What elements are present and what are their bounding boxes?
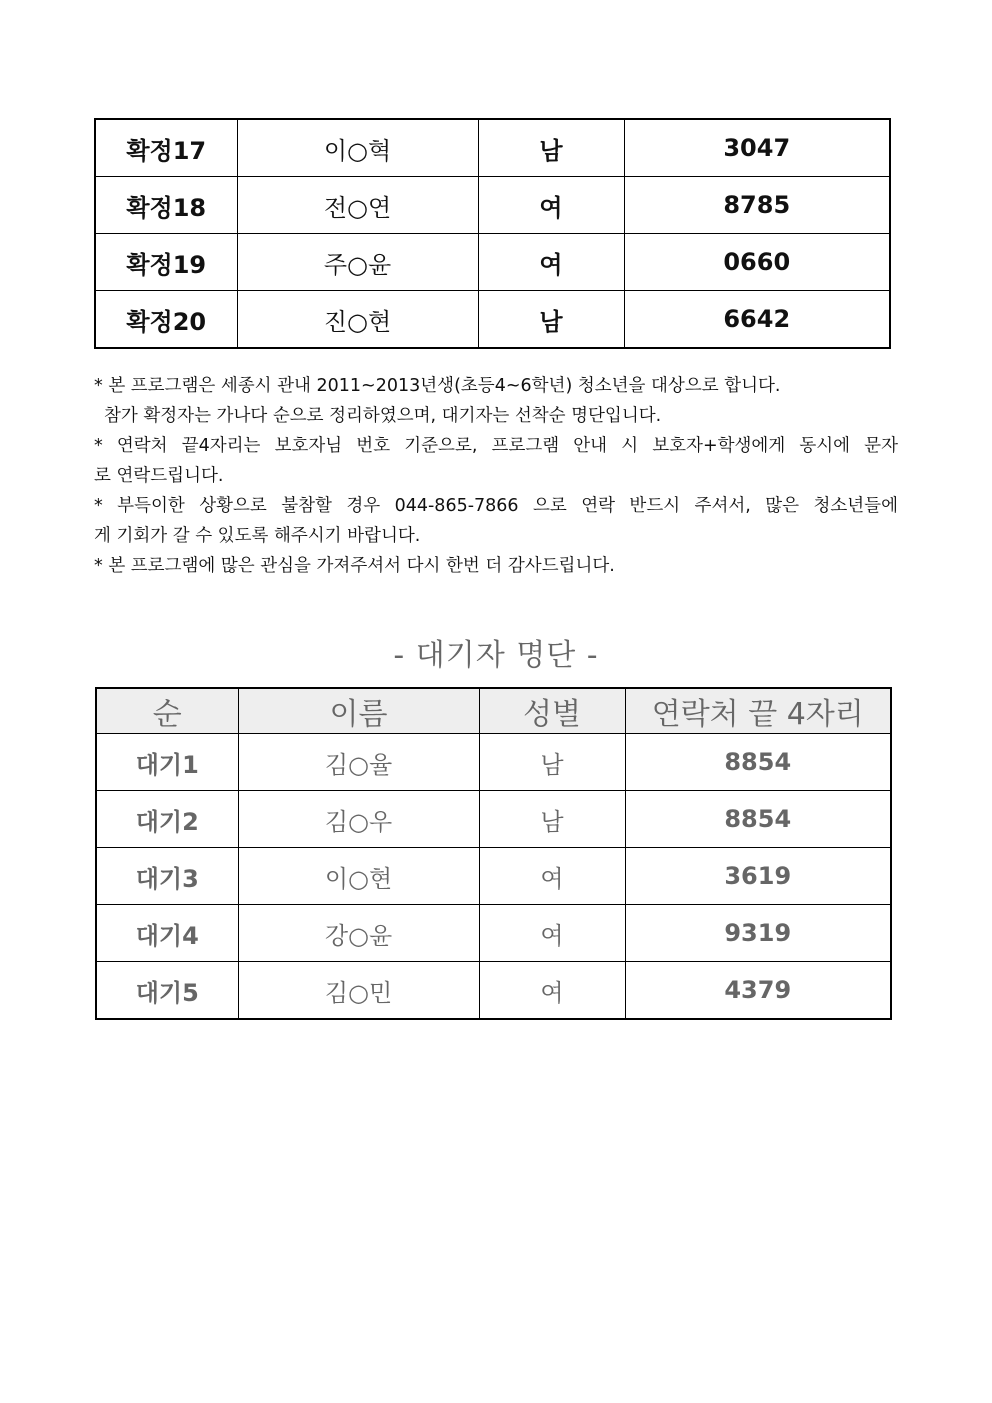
note-line: * 부득이한 상황으로 불참할 경우 044-865-7866 으로 연락 반드시 주셔서, 많은 청소년들에 xyxy=(94,496,898,516)
name-cell: 김○율 xyxy=(238,734,479,791)
gender-cell: 여 xyxy=(478,234,624,291)
table-row xyxy=(96,962,891,1020)
order-cell: 대기1 xyxy=(96,734,238,791)
order-cell: 대기2 xyxy=(96,791,238,848)
gender-cell: 여 xyxy=(479,905,625,962)
table-row xyxy=(95,177,890,234)
note-line: 로 연락드립니다. xyxy=(94,466,224,486)
gender-cell: 남 xyxy=(479,791,625,848)
phone-cell: 3047 xyxy=(624,119,890,177)
note-line: * 연락처 끝4자리는 보호자님 번호 기준으로, 프로그램 안내 시 보호자+학생에게 동시에 문자 xyxy=(94,436,898,456)
phone-cell: 0660 xyxy=(624,234,890,291)
table-row xyxy=(95,291,890,349)
name-cell: 이○혁 xyxy=(237,119,478,177)
header-gender: 성별 xyxy=(479,688,625,734)
table-row xyxy=(95,119,890,177)
order-cell: 대기3 xyxy=(96,848,238,905)
phone-cell: 4379 xyxy=(625,962,891,1020)
header-name: 이름 xyxy=(238,688,479,734)
table-row xyxy=(96,734,891,791)
phone-cell: 8785 xyxy=(624,177,890,234)
order-cell: 대기5 xyxy=(96,962,238,1020)
notes xyxy=(94,371,898,581)
name-cell: 전○연 xyxy=(237,177,478,234)
note-line: * 본 프로그램은 세종시 관내 2011~2013년생(초등4~6학년) 청소년을 대상으로 합니다. xyxy=(94,376,781,396)
name-cell: 주○윤 xyxy=(237,234,478,291)
confirmed-table xyxy=(94,118,891,349)
order-cell: 확정18 xyxy=(95,177,237,234)
order-cell: 확정20 xyxy=(95,291,237,349)
gender-cell: 여 xyxy=(479,848,625,905)
header-phone: 연락처 끝 4자리 xyxy=(625,688,891,734)
note-line: 참가 확정자는 가나다 순으로 정리하였으며, 대기자는 선착순 명단입니다. xyxy=(104,406,662,426)
gender-cell: 여 xyxy=(479,962,625,1020)
waitlist-table xyxy=(95,687,892,1020)
order-cell: 대기4 xyxy=(96,905,238,962)
table-row xyxy=(95,234,890,291)
phone-cell: 8854 xyxy=(625,791,891,848)
order-cell: 확정17 xyxy=(95,119,237,177)
note-line: 게 기회가 갈 수 있도록 해주시기 바랍니다. xyxy=(94,526,421,546)
name-cell: 김○우 xyxy=(238,791,479,848)
name-cell: 강○윤 xyxy=(238,905,479,962)
phone-cell: 9319 xyxy=(625,905,891,962)
gender-cell: 남 xyxy=(478,119,624,177)
gender-cell: 남 xyxy=(478,291,624,349)
header-row xyxy=(96,688,891,734)
gender-cell: 남 xyxy=(479,734,625,791)
table-row xyxy=(96,905,891,962)
header-order: 순 xyxy=(96,688,238,734)
waitlist-title: - 대기자 명단 - xyxy=(393,638,599,673)
gender-cell: 여 xyxy=(478,177,624,234)
phone-cell: 6642 xyxy=(624,291,890,349)
name-cell: 김○민 xyxy=(238,962,479,1020)
table-row xyxy=(96,791,891,848)
note-line: * 본 프로그램에 많은 관심을 가져주셔서 다시 한번 더 감사드립니다. xyxy=(94,556,615,576)
name-cell: 진○현 xyxy=(237,291,478,349)
order-cell: 확정19 xyxy=(95,234,237,291)
table-row xyxy=(96,848,891,905)
name-cell: 이○현 xyxy=(238,848,479,905)
phone-cell: 8854 xyxy=(625,734,891,791)
phone-cell: 3619 xyxy=(625,848,891,905)
